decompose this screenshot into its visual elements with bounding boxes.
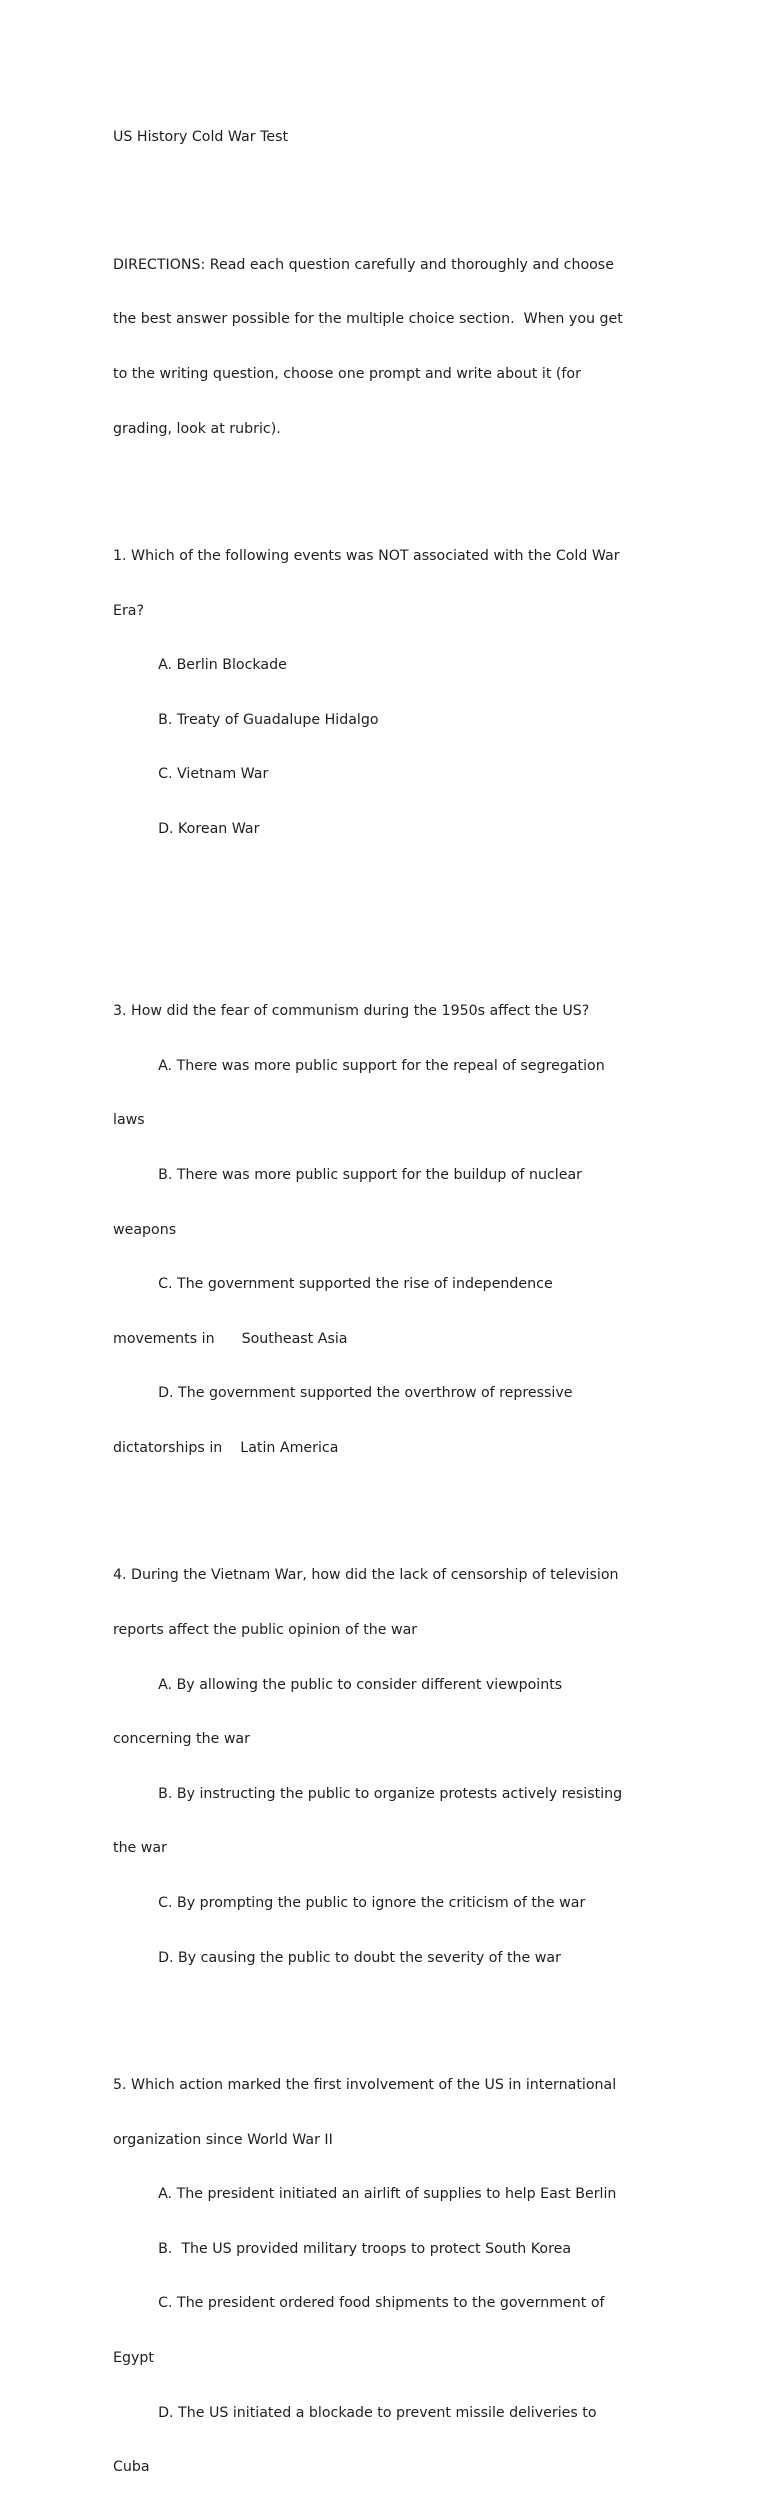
question-1-line: 1. Which of the following events was NOT associated with the Cold War bbox=[113, 548, 620, 565]
question-3-option: C. The government supported the rise of independence bbox=[113, 1276, 553, 1293]
question-1-option: A. Berlin Blockade bbox=[113, 657, 287, 674]
question-3-option: dictatorships in Latin America bbox=[113, 1439, 339, 1456]
question-3-option: B. There was more public support for the buildup of nuclear bbox=[113, 1166, 583, 1183]
blank-line bbox=[113, 875, 673, 893]
directions-line: grading, look at rubric). bbox=[113, 420, 281, 437]
question-4-line: reports affect the public opinion of the war bbox=[113, 1621, 418, 1638]
question-4-line: 4. During the Vietnam War, how did the lack of censorship of television bbox=[113, 1567, 619, 1584]
question-5-option: D. The US initiated a blockade to prevent missile deliveries to bbox=[113, 2404, 597, 2421]
question-5-option: Cuba bbox=[113, 2459, 150, 2476]
question-1-option: C. Vietnam War bbox=[113, 766, 269, 783]
question-5-option: A. The president initiated an airlift of supplies to help East Berlin bbox=[113, 2186, 617, 2203]
question-3-line: 3. How did the fear of communism during the 1950s affect the US? bbox=[113, 1003, 590, 1020]
question-3-option: weapons bbox=[113, 1221, 177, 1238]
directions-line: DIRECTIONS: Read each question carefully and thoroughly and choose bbox=[113, 256, 614, 273]
question-1-line: Era? bbox=[113, 602, 145, 619]
question-5-option: B. The US provided military troops to protect South Korea bbox=[113, 2240, 572, 2257]
question-4-option: D. By causing the public to doubt the severity of the war bbox=[113, 1949, 561, 1966]
question-4-option: A. By allowing the public to consider different viewpoints bbox=[113, 1676, 563, 1693]
question-3-option: movements in Southeast Asia bbox=[113, 1330, 348, 1347]
question-3-option: laws bbox=[113, 1112, 145, 1129]
question-4-option: the war bbox=[113, 1840, 167, 1857]
directions-line: to the writing question, choose one prompt and write about it (for bbox=[113, 366, 581, 383]
blank-line bbox=[113, 474, 673, 492]
question-3-option: A. There was more public support for the repeal of segregation bbox=[113, 1057, 605, 1074]
directions-line: the best answer possible for the multiple choice section. When you get bbox=[113, 311, 623, 328]
blank-line bbox=[113, 183, 673, 201]
blank-line bbox=[113, 929, 673, 947]
question-5-line: organization since World War II bbox=[113, 2131, 333, 2148]
question-5-option: C. The president ordered food shipments to the government of bbox=[113, 2295, 605, 2312]
blank-line bbox=[113, 2003, 673, 2021]
blank-line bbox=[113, 1494, 673, 1512]
question-4-option: B. By instructing the public to organize protests actively resisting bbox=[113, 1785, 623, 1802]
question-3-option: D. The government supported the overthrow of repressive bbox=[113, 1385, 573, 1402]
question-4-option: concerning the war bbox=[113, 1731, 250, 1748]
question-4-option: C. By prompting the public to ignore the criticism of the war bbox=[113, 1895, 586, 1912]
question-1-option: B. Treaty of Guadalupe Hidalgo bbox=[113, 711, 379, 728]
document-body bbox=[113, 92, 673, 2513]
question-5-line: 5. Which action marked the first involvement of the US in international bbox=[113, 2077, 617, 2094]
question-5-option: Egypt bbox=[113, 2350, 154, 2367]
question-1-option: D. Korean War bbox=[113, 821, 260, 838]
document-title: US History Cold War Test bbox=[113, 129, 289, 146]
